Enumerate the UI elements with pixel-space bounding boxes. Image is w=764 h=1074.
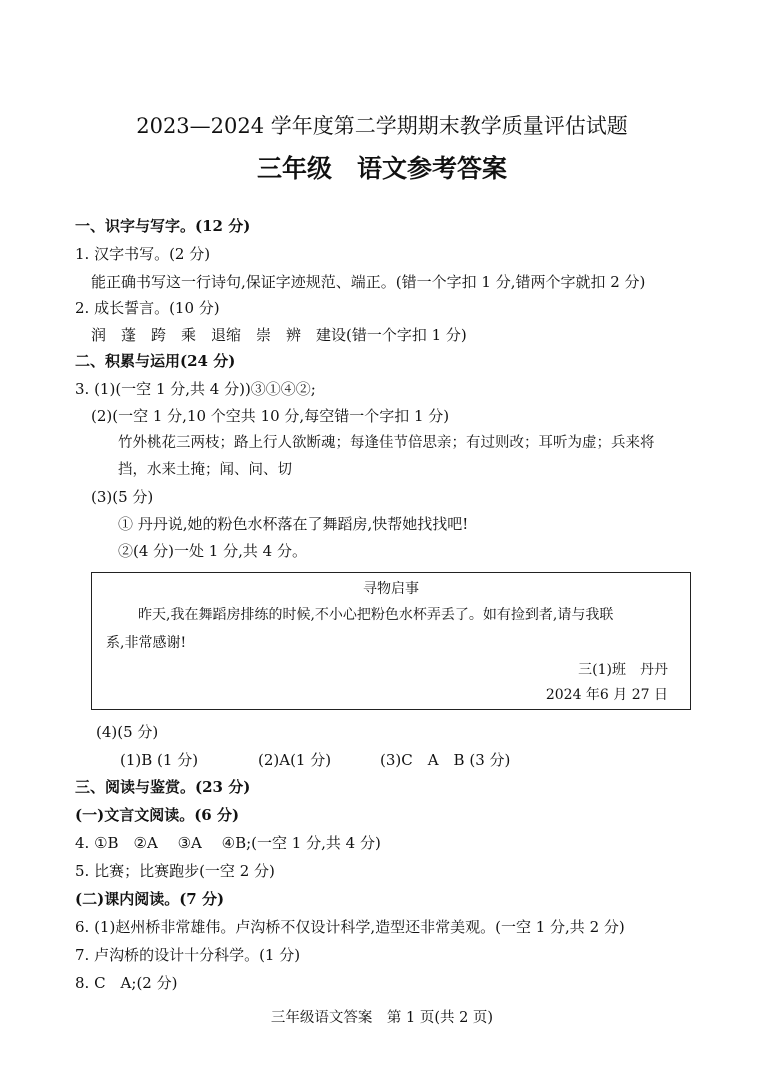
q3-part4-answer-3: (3)C A B (3 分) — [380, 751, 511, 769]
q6-answer: 6. (1)赵州桥非常雄伟。卢沟桥不仅设计科学,造型还非常美观。(一空 1 分,共 2 分) — [75, 918, 625, 936]
q3-part3-heading: (3)(5 分) — [91, 488, 154, 506]
notice-title: 寻物启事 — [363, 581, 419, 597]
q3-part2-answer-line1: 竹外桃花三两枝；路上行人欲断魂；每逢佳节倍思亲；有过则改；耳听为虚；兵来将 — [118, 435, 655, 451]
page-footer: 三年级语文答案 第 1 页(共 2 页) — [270, 1010, 494, 1026]
lost-item-notice-box — [91, 572, 691, 710]
q3-part4-answer-2: (2)A(1 分) — [258, 751, 332, 769]
exam-title: 2023—2024 学年度第二学期期末教学质量评估试题 — [136, 114, 628, 138]
notice-body-line1: 昨天,我在舞蹈房排练的时候,不小心把粉色水杯弄丢了。如有捡到者,请与我联 — [138, 607, 614, 623]
q2-answer: 润 蓬 跨 乘 退缩 崇 辨 建设(错一个字扣 1 分) — [91, 326, 467, 344]
q1-answer: 能正确书写这一行诗句,保证字迹规范、端正。(错一个字扣 1 分,错两个字就扣 2 分) — [91, 273, 646, 291]
section-1-heading: 一、识字与写字。(12 分) — [75, 217, 251, 235]
q7-answer: 7. 卢沟桥的设计十分科学。(1 分) — [75, 946, 301, 964]
q3-part3-answer1: ① 丹丹说,她的粉色水杯落在了舞蹈房,快帮她找找吧! — [118, 515, 469, 533]
q5-answer: 5. 比赛；比赛跑步(一空 2 分) — [75, 862, 275, 880]
q3-part3-answer2: ②(4 分)一处 1 分,共 4 分。 — [118, 542, 307, 560]
q2-heading: 2. 成长誓言。(10 分) — [75, 299, 220, 317]
q8-answer: 8. C A;(2 分) — [75, 974, 178, 992]
notice-signature: 三(1)班 丹丹 — [578, 662, 668, 678]
q3-part1: 3. (1)(一空 1 分,共 4 分))③①④②; — [75, 380, 316, 398]
notice-body-line2: 系,非常感谢! — [106, 635, 187, 651]
section-3-heading: 三、阅读与鉴赏。(23 分) — [75, 778, 251, 796]
q3-part2-answer-line2: 挡，水来土掩；闻、问、切 — [118, 462, 292, 478]
section-2-heading: 二、积累与运用(24 分) — [75, 352, 236, 370]
q3-part4-answer-1: (1)B (1 分) — [120, 751, 199, 769]
q3-part2-heading: (2)(一空 1 分,10 个空共 10 分,每空错一个字扣 1 分) — [91, 407, 450, 425]
subsection-1-heading: (一)文言文阅读。(6 分) — [75, 806, 240, 824]
answer-key-subtitle: 三年级 语文参考答案 — [256, 154, 507, 183]
subsection-2-heading: (二)课内阅读。(7 分) — [75, 890, 225, 908]
q4-answer: 4. ①B ②A ③A ④B;(一空 1 分,共 4 分) — [75, 834, 381, 852]
q1-heading: 1. 汉字书写。(2 分) — [75, 245, 211, 263]
q3-part4-heading: (4)(5 分) — [96, 723, 159, 741]
notice-date: 2024 年6 月 27 日 — [545, 687, 668, 703]
